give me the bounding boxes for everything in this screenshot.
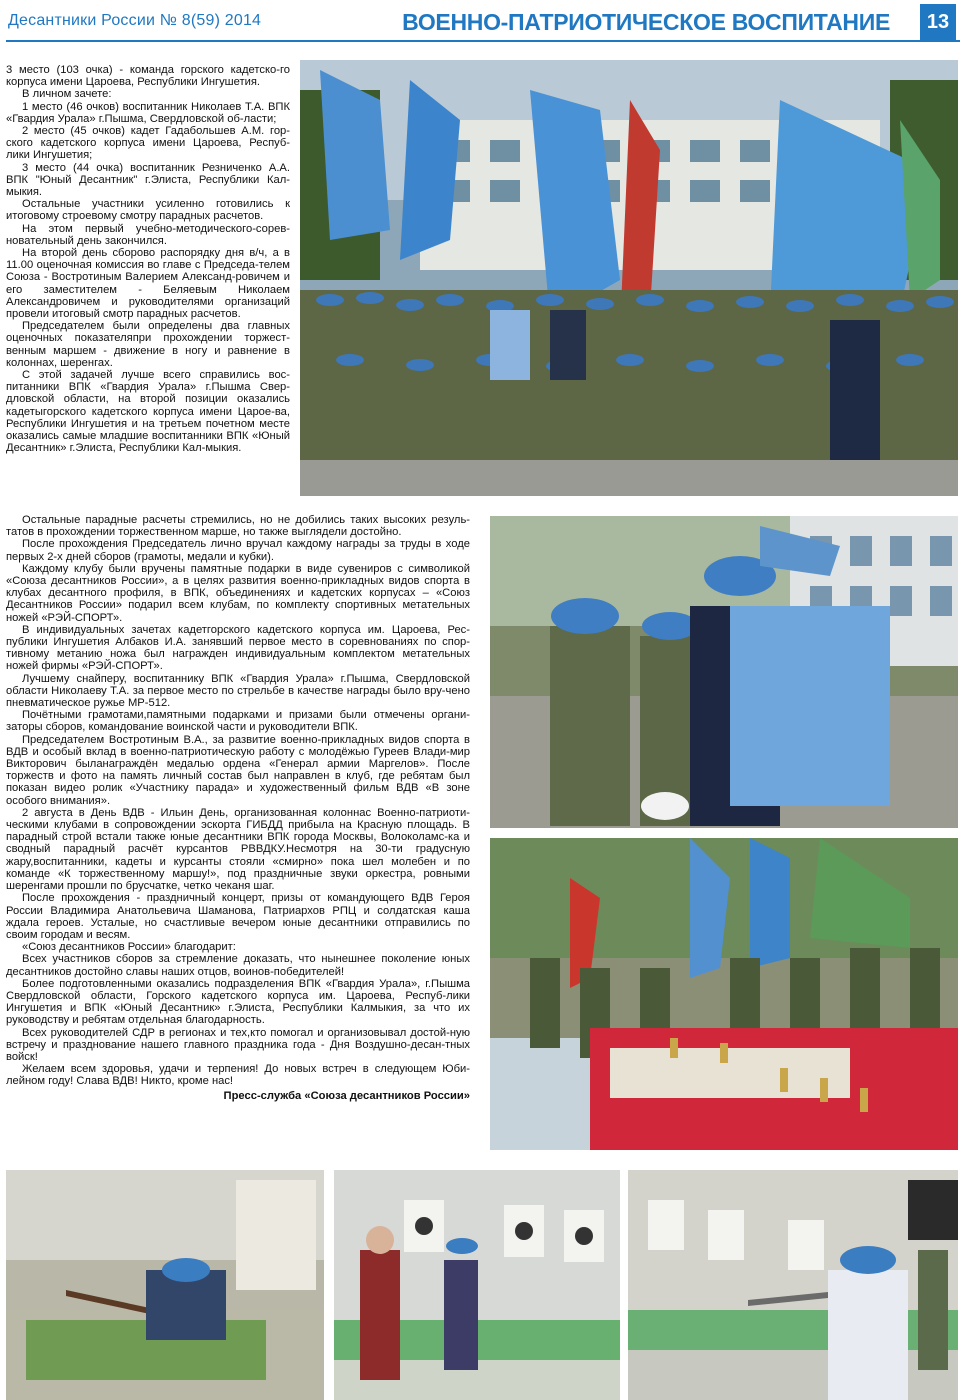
article-paragraph: 2 место (45 очков) кадет Гадабольшев А.М. гор-ского кадетского корпуса имени Цароева, Респуб-лики Ингушетия;: [6, 125, 290, 162]
article-paragraph: Председателем Востротиным В.А., за развитие военно-прикладных видов спорта в ВДВ и особый вклад в военно-патриотическую работу с молодёжью Гуреев Влади-мир Викторович быланаграждён медалью ордена «Генерал армии Маргелов». После торжеств и фото на память личный состав был направлен в клуб, где ребятам был показан видео ролик «Участнику парада» и художественный фильм ВДВ «В зоне особого внимания».: [6, 733, 470, 807]
article-paragraph: После прохождения Председатель лично вручал каждому награды за труды в ходе первых 2-х дней сборов (грамоты, медали и кубки).: [6, 538, 470, 563]
photo-prize-table: [490, 838, 958, 1150]
article-paragraph: Остальные парадные расчеты стремились, но не добились таких высоких резуль-татов в прохождении торжественном марше, но также выглядели достойно.: [6, 514, 470, 539]
photo-knife-throwing: [628, 1170, 958, 1400]
photo-award-ceremony: [490, 516, 958, 828]
article-paragraph: На второй день сборово распорядку дня в/ч, а в 11.00 оценочная комиссия во главе с Председа-телем Союза - Востротиным Валерием Александ-ровичем и его заместителем - Беляевым Николаем Александровичем и руководителями организаций провели итоговый смотр парадных расчетов.: [6, 247, 290, 321]
article-paragraph: На этом первый учебно-методического-сорев-новательный день закончился.: [6, 222, 290, 247]
article-paragraph: Остальные участники усиленно готовились к итоговому строевому смотру парадных расчетов.: [6, 198, 290, 223]
article-column-a: [6, 64, 290, 455]
article-paragraph: Всех руководителей СДР в регионах и тех,кто помогал и организовывал достой-ную встречу и празднование нашего главного праздника года - Дня Воздушно-десан-тных войск!: [6, 1026, 470, 1063]
article-paragraph: В индивидуальных зачетах кадетгорского кадетского корпуса им. Цароева, Рес-публики Ингушетия Албаков И.А. занявший первое место в соревнованиях по спор-тивному метанию ножа был награжден индивидуальным комплектом метательных ножей фирмы «РЭЙ-СПОРТ».: [6, 623, 470, 673]
article-column-b: [6, 514, 470, 1102]
article-paragraph: Желаем всем здоровья, удачи и терпения! До новых встреч в следующем Юби-лейном году! Слава ВДВ! Никто, кроме нас!: [6, 1063, 470, 1088]
article-paragraph: С этой задачей лучше всего справились вос-питанники ВПК «Гвардия Урала» г.Пышма Свер-дловской области, на второй позиции оказались кадетыгорского кадетского корпуса имени Царое-ва, Республики Ингушетия и на третьем почетном месте оказались самые младшие воспитанники ВПК «Юный Десантник» г.Элиста, Республики Кал-мыкия.: [6, 369, 290, 455]
article-paragraph: «Союз десантников России» благодарит:: [22, 941, 236, 954]
article-paragraph: Каждому клубу были вручены памятные подарки в виде сувениров с символикой «Союза десантников России», а в целях развития военно-прикладных видов спорта в клубах десантного профиля, в ВПК, объединениях и кадетских корпусах – «Союз Десантников России» подарил всем клубам, по комплекту спортивных метательных ножей «РЭЙ-СПОРТ».: [6, 562, 470, 624]
article-paragraph: Председателем были определены два главных оценочных показателяпри прохождении торжест-венным маршем - движение в ногу и равнение в колоннах, шеренгах.: [6, 320, 290, 369]
article-paragraph: Всех участников сборов за стремление доказать, что нынешнее поколение юных десантников достойно славы наших отцов, воинов-победителей!: [6, 953, 470, 978]
header-rule: [6, 40, 960, 42]
article-paragraph: В личном зачете:: [22, 88, 112, 101]
photo-shooting-range: [6, 1170, 324, 1400]
article-paragraph: 2 августа в День ВДВ - Ильин День, организованная колоннас Военно-патриоти-ческими клубами в сопровождении эскорта ГИБДД прибыла на Красную площадь. В парадный строй встали также юные десантники ВПК города Москвы, Волоколамс-ка и сводный парадный расчёт курсантов РВВДКУ.Несмотря на 30-ти градусную жару,воспитанники, кадеты и курсанты стояли «смирно» пока шел молебен и по команде «К торжественному маршу!», под праздничные звуки оркестра, ровными шеренгами прошли по брусчатке, четко чеканя шаг.: [6, 806, 470, 893]
section-title: ВОЕННО-ПАТРИОТИЧЕСКОЕ ВОСПИТАНИЕ: [402, 9, 890, 35]
article-paragraph: 3 место (44 очка) воспитанник Резниченко А.А. ВПК "Юный Десантник" г.Элиста, Республики Кал-мыкия.: [6, 161, 290, 199]
article-paragraph: Почётными грамотами,памятными подарками и призами были отмечены органи-заторы сборов, командование воинской части и руководители ВПК.: [6, 709, 470, 734]
publication-title: Десантники России № 8(59) 2014: [8, 12, 262, 29]
article-signature: Пресс-служба «Союза десантников России»: [223, 1089, 470, 1102]
article-paragraph: Лучшему снайперу, воспитаннику ВПК «Гвардия Урала» г.Пышма, Свердловской области Николаеву Т.А. за первое место по стрельбе в качестве награды было вру-чено пневматическое ружье МР-512.: [6, 672, 470, 710]
page-number: 13: [920, 4, 956, 40]
article-paragraph: 1 место (46 очков) воспитанник Николаев Т.А. ВПК «Гвардия Урала» г.Пышма, Свердловской об-ласти;: [6, 100, 290, 125]
article-paragraph: После прохождения - праздничный концерт, призы от командующего ВДВ Героя России Владимира Анатольевича Шаманова, Патриархов РПЦ и солдатская каша ждала героев. Усталые, но счастливые вечером юные десантники отправились по своим городам и весям.: [6, 892, 470, 941]
photo-group-with-flags: [300, 60, 958, 496]
article-paragraph: 3 место (103 очка) - команда горского кадетско-го корпуса имени Цароева, Республики Ингушетия.: [6, 64, 290, 89]
article-paragraph: Более подготовленными оказались подразделения ВПК «Гвардия Урала», г.Пышма Свердловской области, Горского кадетского корпуса им. Цароева, Респуб-лики Ингушетия и ВПК «Юный Десантник» г.Элиста, Республики Калмыкия, за что их руководству и ребятам отдельная благодарность.: [6, 977, 470, 1027]
page-header: [0, 0, 968, 44]
photo-target-shooting: [334, 1170, 620, 1400]
